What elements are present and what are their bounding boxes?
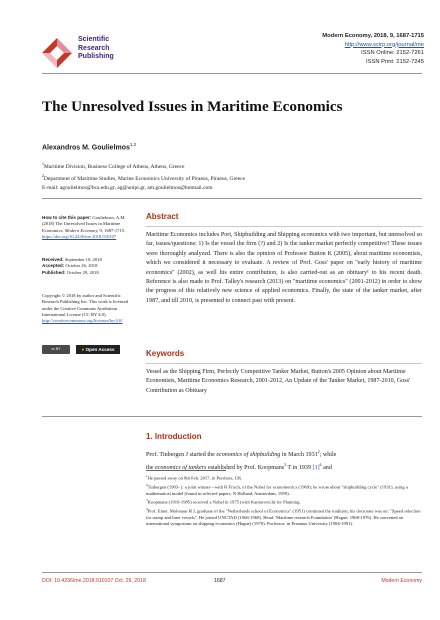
license-link[interactable]: http://creativecommons.org/licenses/by/4.0/ (42, 318, 123, 324)
introduction-heading: 1. Introduction (146, 432, 202, 441)
footnotes (146, 473, 422, 527)
abstract-rule (146, 226, 422, 227)
abstract-text: Maritime Economics includes Port, Shipbuilding and Shipping economics with two important, but unresolved so far, issues/questions: 1) Is the vessel the firm (?) and 2) Is the tanker market perfectly competitive? These issues were thoroughly analyzed. There is also the opinion of Professor Button K (2005), about maritime economists, which we considered it necessary to evaluate. A review of Prof. Goss' paper on "early history of maritime economics" (2002), as well his entire contribution, is also carried-out as an obituary¹ to his recent death. Reference is also made to Prof. Talley's research (2013) on "maritime economics" (2001-2012) in order to show the progress of this relatively new science of applied economics. Finally, the state of the tanker market, after 1987, and till 2010, is presented to connect past with present. (146, 232, 422, 304)
introduction-text: Prof. Tinbergen J started the economics of shipbuilding in March 1931$^2$; while the economics of tankers established by Prof. Koopmans$^3$ T in 1939 $[1]^4$ and (146, 450, 337, 472)
cc-by-badge[interactable]: cc BY (42, 345, 70, 354)
keywords-rule (146, 363, 422, 364)
author-emails: E-mail: agoulielmos@bca.edu.gr, ag@unipi.gr, am.goulielmos@hotmail.com (42, 184, 213, 191)
keywords-heading: Keywords (146, 349, 185, 358)
footnote-rule (146, 470, 226, 471)
footnote-2: $^2$Tinbergen (1903- ): a joint winner—with R Frisch, of the Nobel for econometrics (1969); he wrote about "shipbuilding cycle" (1931), using a mathematical model (found in selected papers, N Holland, Amsterdam, 1959). (146, 482, 408, 496)
reference-link[interactable]: [1] (312, 465, 320, 472)
abstract-heading: Abstract (146, 212, 179, 221)
affiliation-1: $^1$Maritime Division, Business College of Athens, Athens, Greece (42, 162, 185, 170)
header-rule (42, 73, 422, 74)
author-name: Alexandros M. Goulielmos$^{1,2}$ (42, 142, 137, 152)
paper-title: The Unresolved Issues in Maritime Economics (42, 98, 343, 115)
keywords-end-rule (42, 416, 422, 417)
journal-info (322, 32, 424, 66)
footer-doi-date: DOI: 10.4236/me.2018.910107 Oct. 29, 2018 (42, 578, 146, 584)
issn-online: ISSN Online: 2152-7261 (361, 50, 424, 57)
doi-link[interactable]: https://doi.org/10.4236/me.2018.910107 (42, 233, 117, 239)
dates: Received: September 10, 2018 Accepted: October 26, 2018 Published: October 29, 2018 (42, 257, 102, 275)
open-lock-icon: ● (81, 347, 85, 352)
issn-print: ISSN Print: 2152-7245 (365, 58, 424, 65)
affiliation-2: $^2$Department of Maritime Studies, Marine Economics University of Piraeus, Piraeus, Greece (42, 173, 246, 182)
footer-rule (42, 572, 422, 573)
publisher-name: Scientific Research Publishing (78, 36, 114, 60)
footnote-3: $^3$Koopmans (1910-1985) received a Nobel in 1975 (with Kantorovich) for Planning. (146, 497, 301, 505)
scirp-logo (42, 38, 72, 68)
page-number: 1687 (214, 578, 226, 584)
affiliations (42, 160, 245, 193)
footer-journal: Modern Economy (381, 578, 422, 584)
footnote-1: $^1$He passed away on 8th Feb. 2017, in Pershore, UK. (146, 474, 243, 481)
journal-citation: Modern Economy, 2018, 9, 1687-1715 (322, 33, 424, 39)
copyright-note: Copyright © 2018 by author and Scientific Research Publishing Inc. This work is licensed under the Creative Commons Attribution International License (CC BY 4.0). http://creativecommons.org/licenses/by/4.0/ (42, 293, 129, 324)
journal-url-link[interactable]: http://www.scirp.org/journal/me (344, 41, 424, 48)
footnote-4: $^4$Prof. Emer. Molenaar H J, graduate of the "Netherlands school of Economics" (1951) continued the tradition; his doctorate was on: "Speed selection for tramp and liner vessels". He joined UNCTAD (1966-1968). Head: 'Maritime research Foundation' (Hague; 1968-1976). He convened an international symposium on shipping economics (Hague) (1970). Professor: in Erasmus University (1984-1991). (146, 506, 421, 526)
how-to-cite: How to cite this paper: Goulielmos, A.M. (2018) The Unresolved Issues in Maritime Economics. Modern Economy, 9, 1687-1715. https://doi.org/10.4236/me.2018.910107 (42, 215, 126, 239)
keywords-text: Vessel as the Shipping Firm, Perfectly Competitive Tanker Market, Button's 2005 Opinion about Maritime Economists, Maritime Economics Research, 2001-2012, An Update of the Tanker Market, 1987-2010, Goss' Contribution as Obituary (146, 369, 411, 394)
open-access-badge: ● Open Access (76, 345, 120, 354)
affiliation-rule (42, 198, 422, 199)
